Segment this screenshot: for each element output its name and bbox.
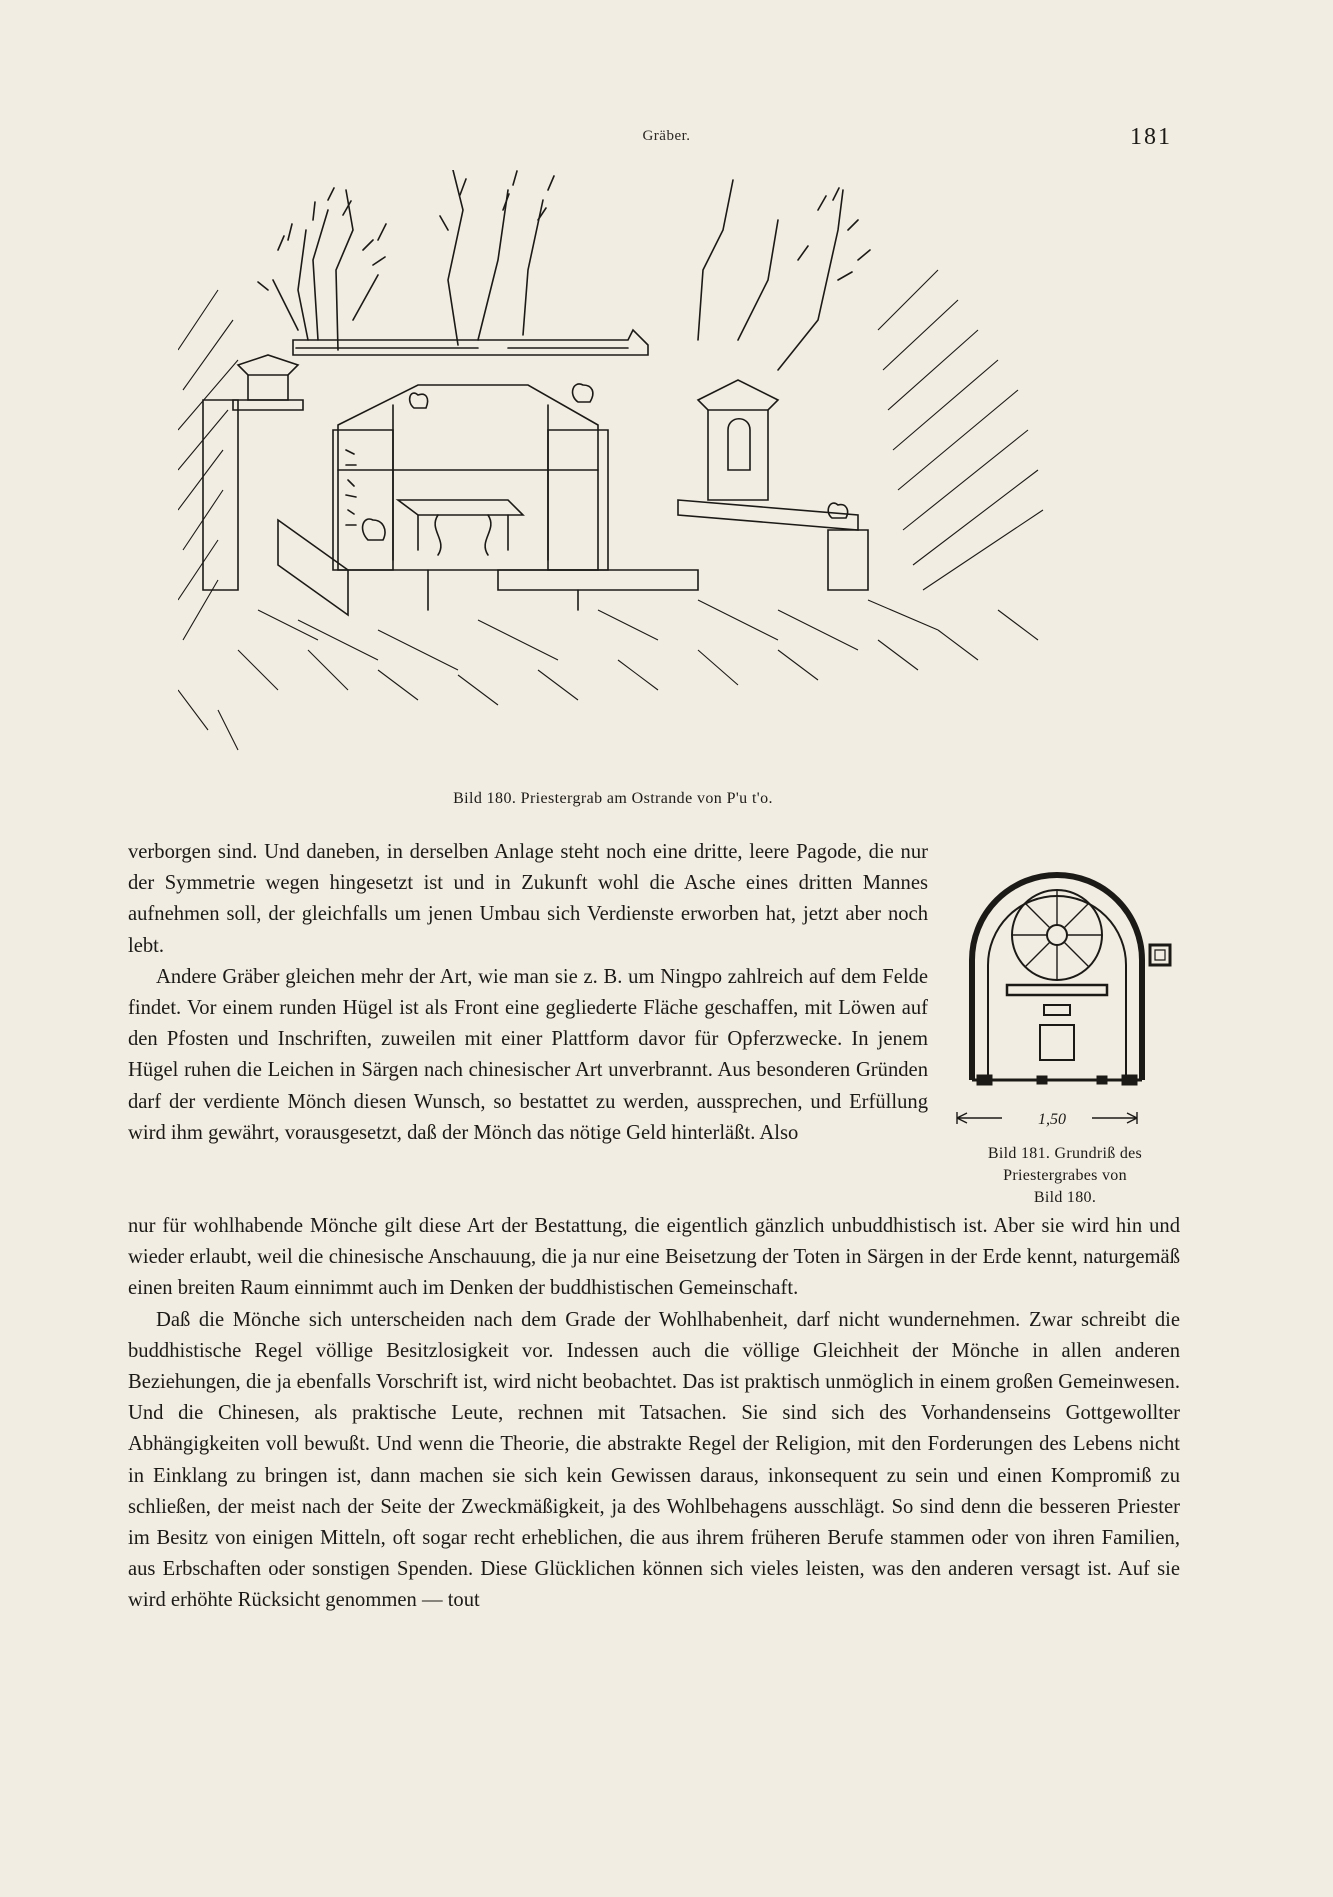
running-head: Gräber. (642, 128, 691, 144)
scale-label: 1,50 (1038, 1111, 1066, 1128)
figure-180-caption: Bild 180. Priestergrab am Ostrande von P'u t'o. (453, 790, 773, 807)
caption-line: Bild 180. (1033, 1189, 1097, 1206)
paragraph: verborgen sind. Und daneben, in derselben Anlage steht noch eine dritte, leere Pagode, die nur der Symmetrie wegen hingesetzt ist und in Zukunft wohl die Asche eines dritten Mannes aufnehmen soll, der gleichfalls um jenen Umbau sich Verdienste erworben hat, jetzt aber noch lebt. (128, 841, 928, 957)
caption-line: Bild 181. Grundriß des (987, 1145, 1143, 1162)
paragraph: Andere Gräber gleichen mehr der Art, wie man sie z. B. um Ningpo zahlreich auf dem Felde findet. Vor einem runden Hügel ist als Front eine gegliederte Fläche geschaffen, mit Löwen auf den Pfosten und Inschriften, zuweilen mit einer Plattform davor für Opferzwecke. In jenem Hügel ruhen die Leichen in Särgen nach chinesischer Art unverbrannt. Aus besonderen Gründen darf der verdiente Mönch diesen Wunsch, so bestattet zu werden, aussprechen, und Erfüllung wird ihm gewährt, vorausgesetzt, daß der Mönch das nötige Geld hinterläßt. Also (128, 965, 928, 1144)
body-block-a (128, 837, 928, 1149)
paragraph: Daß die Mönche sich unterscheiden nach dem Grade der Wohlhabenheit, darf nicht wundernehmen. Zwar schreibt die buddhistische Regel völlige Besitzlosigkeit vor. Indessen auch die völlige Gleichheit der Mönche in allen anderen Beziehungen, die ja ebenfalls Vorschrift ist, wird nicht beobachtet. Das ist praktisch unmöglich in einem großen Gemeinwesen. Und die Chinesen, als praktische Leute, rechnen mit Tatsachen. Sie sind sich des Vorhandenseins Gottgewollter Abhängigkeiten voll bewußt. Und wenn die Theorie, die abstrakte Regel der Religion, mit den Forderungen des Lebens nicht in Einklang zu bringen ist, dann machen sie sich kein Gewissen daraus, inkonsequent zu sein und einen Kompromiß zu schließen, der meist nach der Seite der Zweckmäßigkeit, ja des Wohlbehagens ausschlägt. So sind denn die besseren Priester im Besitz von einigen Mitteln, oft sogar recht erheblichen, die aus ihrem früheren Berufe stammen oder von ihren Familien, aus Erbschaften oder sonstigen Spenden. Diese Glücklichen können sich vieles leisten, was den anderen versagt ist. Auf sie wird erhöhte Rücksicht genommen — tout (128, 1308, 1180, 1612)
body-block-b (128, 1211, 1180, 1617)
page-number: 181 (1130, 124, 1172, 150)
grave-illustration (178, 170, 1048, 785)
figure-181-caption (950, 1143, 1180, 1209)
ground-plan-diagram (952, 850, 1172, 1130)
paragraph: nur für wohlhabende Mönche gilt diese Art der Bestattung, die eigentlich gänzlich unbuddhistisch ist. Aber sie wird hin und wieder erlaubt, weil die chinesische Anschauung, die ja nur eine Beisetzung der Toten in Särgen in der Erde kennt, naturgemäß einen breiten Raum einnimmt auch im Denken der buddhistischen Gemeinschaft. (128, 1215, 1180, 1300)
caption-line: Priestergrabes von (1003, 1167, 1127, 1184)
